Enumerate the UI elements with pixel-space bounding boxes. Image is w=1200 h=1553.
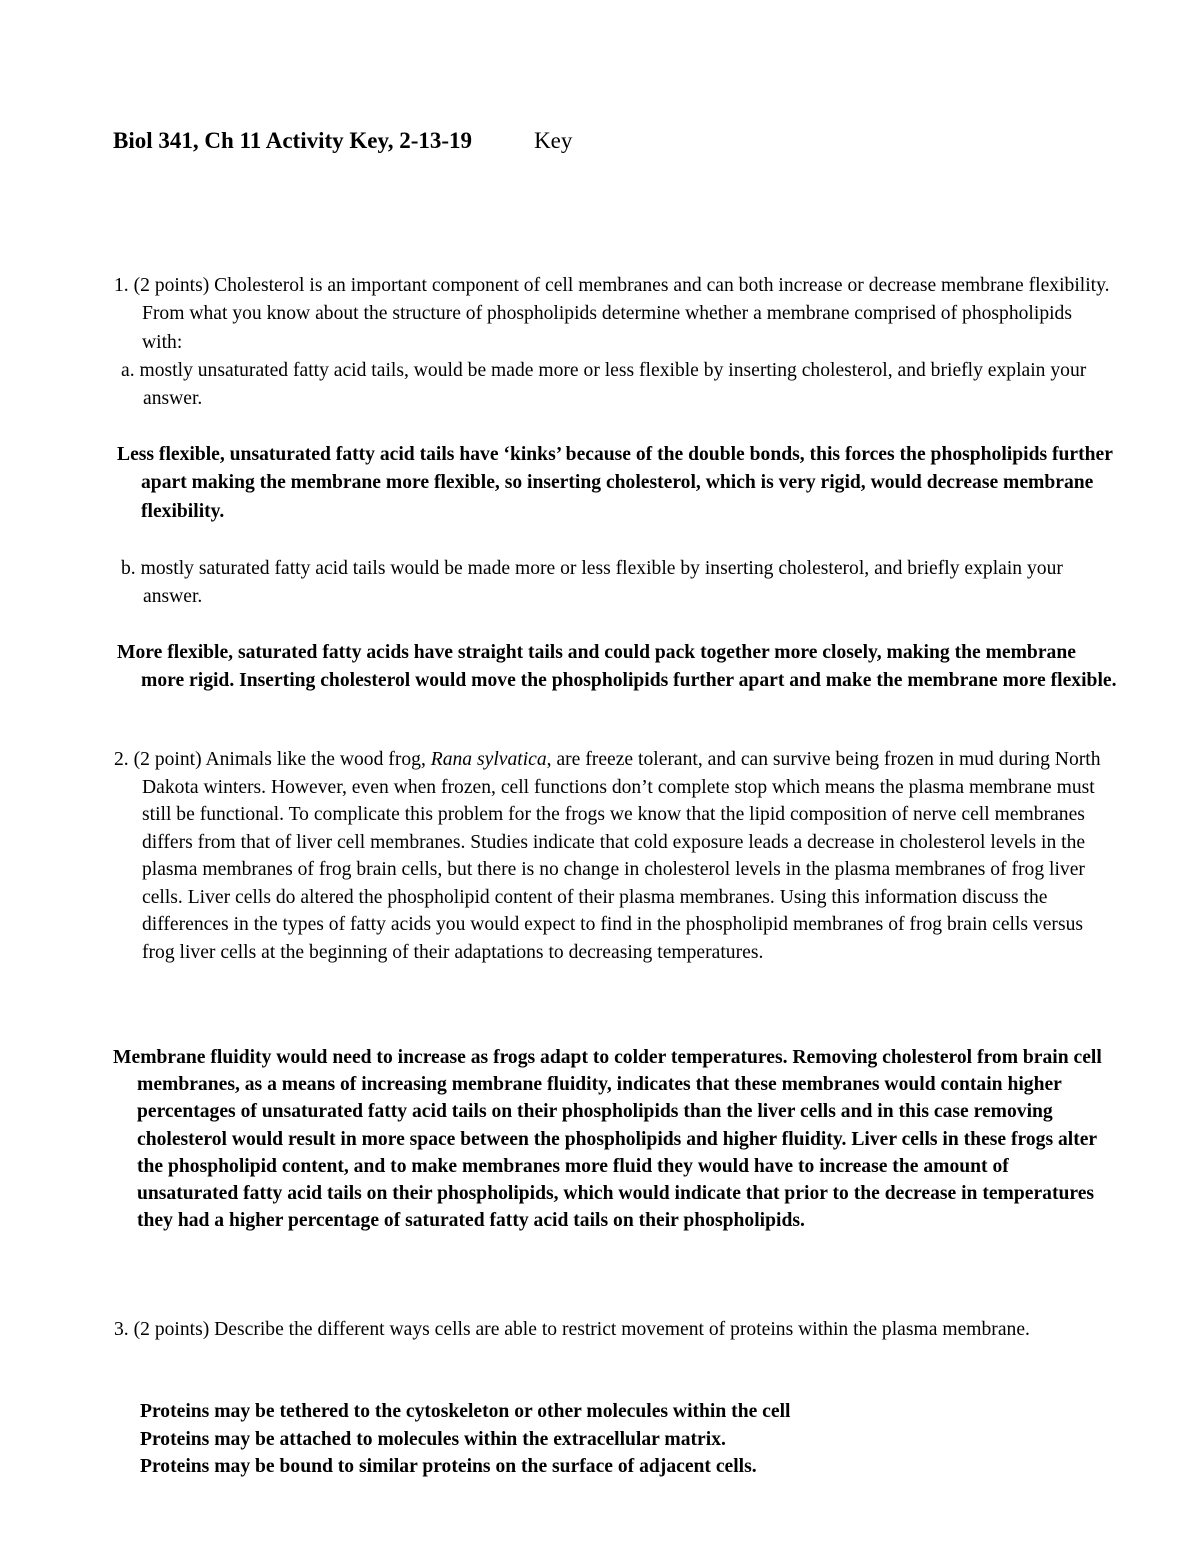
- question-1b-label: b.: [121, 558, 136, 579]
- question-3-text: (2 points) Describe the different ways cells are able to restrict movement of proteins within the plasma membrane.: [133, 1319, 1030, 1340]
- answer-2: Membrane fluidity would need to increase as frogs adapt to colder temperatures. Removing cholesterol from brain cell membranes, as a means of increasing membrane fluidity, indicates that these membranes would contain higher percentages of unsaturated fatty acid tails on their phospholipids than the liver cells and in this case removing cholesterol would result in more space between the phospholipids and higher fluidity. Liver cells in these frogs alter the phospholipid content, and to make membranes more fluid they would have to increase the amount of unsaturated fatty acid tails on their phospholipids, which would indicate that prior to the decrease in temperatures they had a higher percentage of saturated fatty acid tails on their phospholipids.: [113, 1047, 1102, 1232]
- answer-3-item: Proteins may be bound to similar proteins on the surface of adjacent cells.: [140, 1456, 757, 1477]
- answer-1b: More flexible, saturated fatty acids have straight tails and could pack together more closely, making the membrane more rigid. Inserting cholesterol would move the phospholipids further apart and make the membrane more flexible.: [117, 642, 1117, 692]
- question-1b: [121, 555, 1111, 612]
- question-1-number: 1.: [114, 275, 129, 296]
- question-1a-label: a.: [121, 360, 135, 381]
- question-1a: [121, 357, 1111, 414]
- answer-3-item: Proteins may be tethered to the cytoskeleton or other molecules within the cell: [140, 1401, 791, 1422]
- question-1-text: (2 points) Cholesterol is an important component of cell membranes and can both increase or decrease membrane flexibility. From what you know about the structure of phospholipids determine whether a membrane comprised of phospholipids with:: [133, 275, 1110, 353]
- question-1b-text: mostly saturated fatty acid tails would be made more or less flexible by inserting cholesterol, and briefly explain your answer.: [140, 558, 1063, 608]
- question-3-number: 3.: [114, 1319, 129, 1340]
- question-2-number: 2.: [114, 749, 129, 770]
- question-2-text-before: (2 point) Animals like the wood frog,: [133, 749, 431, 770]
- question-2: [114, 746, 1114, 966]
- question-1a-text: mostly unsaturated fatty acid tails, would be made more or less flexible by inserting cholesterol, and briefly explain your answer.: [139, 360, 1087, 410]
- answer-1a: Less flexible, unsaturated fatty acid tails have ‘kinks’ because of the double bonds, this forces the phospholipids further apart making the membrane more flexible, so inserting cholesterol, which is very rigid, would decrease membrane flexibility.: [117, 444, 1113, 522]
- document-title: [113, 128, 572, 154]
- question-1: [114, 272, 1114, 357]
- species-name: Rana sylvatica: [430, 749, 547, 770]
- question-2-text-after: , are freeze tolerant, and can survive being frozen in mud during North Dakota winters. However, even when frozen, cell functions don’t complete stop which means the plasma membrane must still be functional. To complicate this problem for the frogs we know that the lipid composition of nerve cell membranes differs from that of liver cell membranes. Studies indicate that cold exposure leads a decrease in cholesterol levels in the plasma membranes of frog brain cells, but there is no change in cholesterol levels in the plasma membranes of frog liver cells. Liver cells do altered the phospholipid content of their plasma membranes. Using this information discuss the differences in the types of fatty acids you would expect to find in the phospholipid membranes of frog brain cells versus frog liver cells at the beginning of their adaptations to decreasing temperatures.: [142, 749, 1101, 963]
- title-key-label: Key: [534, 128, 573, 153]
- question-3: [114, 1316, 1114, 1344]
- answer-3-item: Proteins may be attached to molecules within the extracellular matrix.: [140, 1428, 726, 1450]
- title-main: Biol 341, Ch 11 Activity Key, 2-13-19: [113, 128, 473, 153]
- answer-3-list: [140, 1398, 1100, 1481]
